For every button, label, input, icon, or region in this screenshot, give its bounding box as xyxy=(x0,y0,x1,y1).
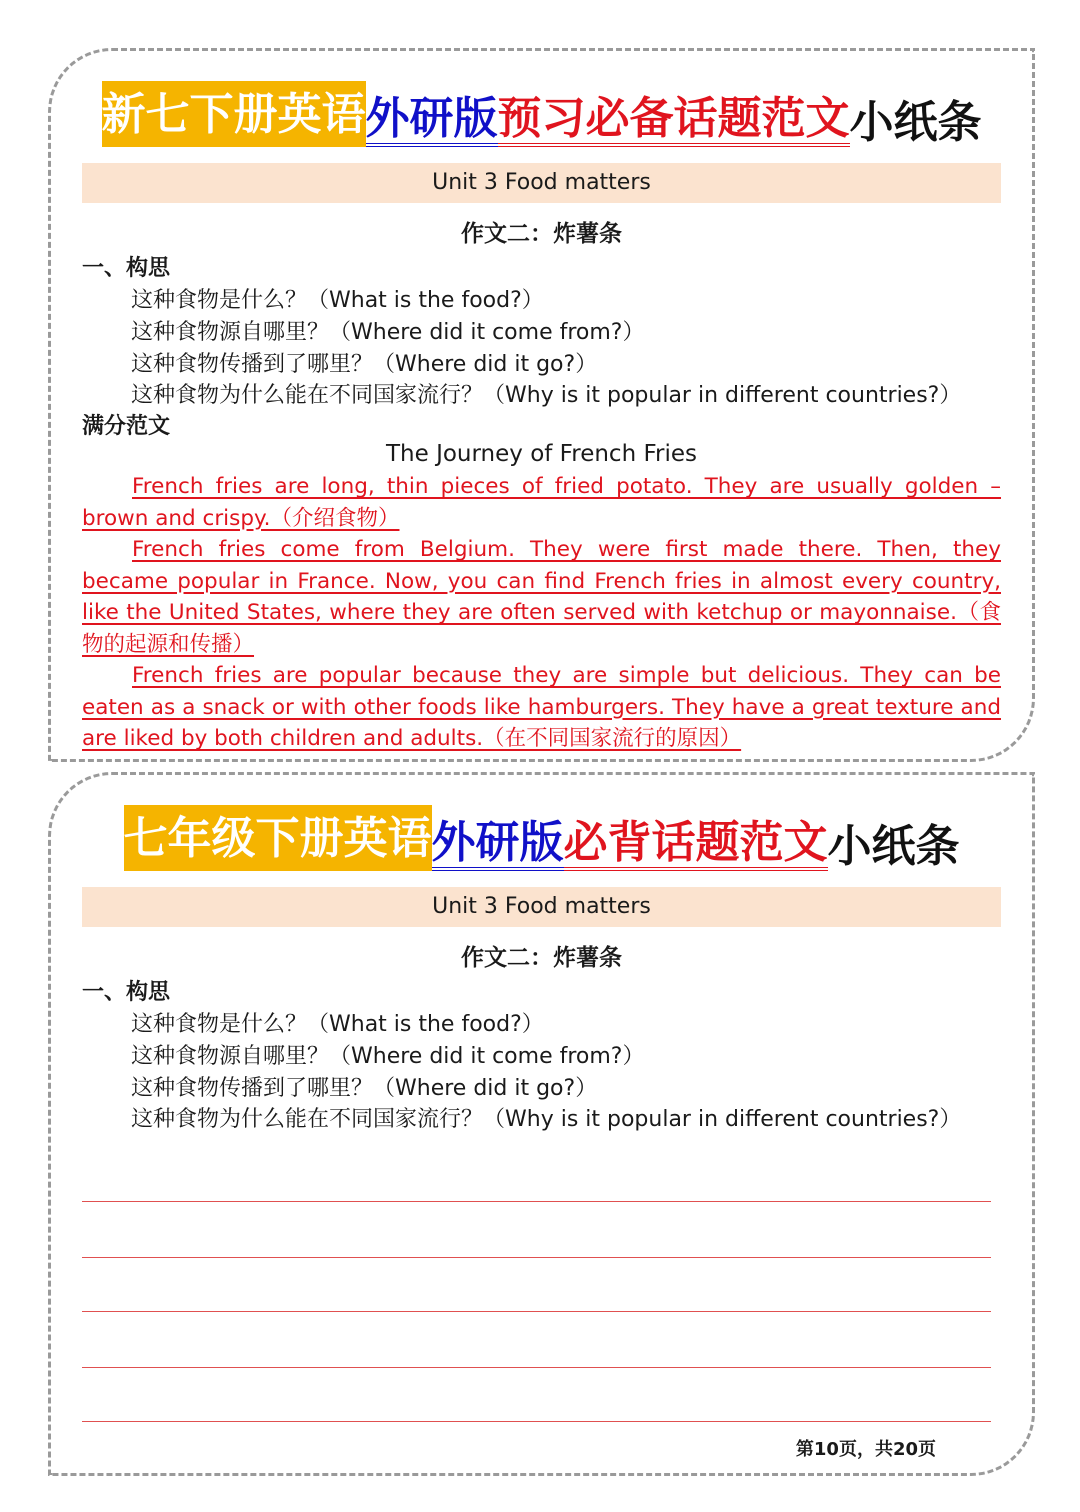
title-edition: 外研版 xyxy=(366,97,498,147)
card-title xyxy=(51,81,1032,147)
title-topic: 预习必备话题范文 xyxy=(498,97,850,147)
note-card-preview xyxy=(48,48,1035,762)
writing-line xyxy=(82,1311,991,1312)
model-essay xyxy=(82,471,1001,755)
essay-title: 作文二：炸薯条 xyxy=(461,221,622,247)
essay-paragraph: French fries come from Belgium. They were first made there. Then, they became popular in France. Now, you can find French fries in almost every country, like the United States, where they are often served with ketchup or mayonnaise.（食物的起源和传播） xyxy=(82,537,1001,657)
writing-line xyxy=(82,1421,991,1422)
essay-title: 作文二：炸薯条 xyxy=(461,945,622,971)
outline-question: 这种食物源自哪里？（Where did it come from?） xyxy=(131,1044,645,1069)
writing-line xyxy=(82,1201,991,1202)
model-essay-title: The Journey of French Fries xyxy=(385,441,697,467)
card-title xyxy=(51,805,1032,871)
outline-question: 这种食物源自哪里？（Where did it come from?） xyxy=(131,320,645,345)
title-suffix: 小纸条 xyxy=(827,821,960,872)
outline-question: 这种食物为什么能在不同国家流行？（Why is it popular in different countries?） xyxy=(131,1107,962,1132)
outline-question: 这种食物传播到了哪里？（Where did it go?） xyxy=(131,352,598,377)
writing-line xyxy=(82,1257,991,1258)
title-suffix: 小纸条 xyxy=(849,97,982,148)
note-card-practice xyxy=(48,772,1035,1476)
section-heading-outline: 一、构思 xyxy=(82,256,171,281)
section-heading-model: 满分范文 xyxy=(82,414,171,439)
title-highlight: 新七下册英语 xyxy=(102,81,366,147)
outline-question: 这种食物是什么？（What is the food?） xyxy=(131,288,544,313)
title-highlight: 七年级下册英语 xyxy=(124,805,432,871)
unit-banner: Unit 3 Food matters xyxy=(82,887,1001,927)
section-heading-outline: 一、构思 xyxy=(82,980,171,1005)
writing-line xyxy=(82,1367,991,1368)
title-edition: 外研版 xyxy=(432,821,564,871)
outline-question: 这种食物是什么？（What is the food?） xyxy=(131,1012,544,1037)
essay-paragraph: French fries are long, thin pieces of fried potato. They are usually golden – brown and crispy.（介绍食物） xyxy=(82,474,1001,531)
page-number: 第10页，共20页 xyxy=(795,1439,936,1460)
unit-banner: Unit 3 Food matters xyxy=(82,163,1001,203)
outline-question: 这种食物传播到了哪里？（Where did it go?） xyxy=(131,1076,598,1101)
essay-paragraph: French fries are popular because they are simple but delicious. They can be eaten as a snack or with other foods like hamburgers. They have a great texture and are liked by both children and adults.（在不同国家流行的原因） xyxy=(82,663,1001,751)
title-topic: 必背话题范文 xyxy=(564,821,828,871)
outline-question: 这种食物为什么能在不同国家流行？（Why is it popular in different countries?） xyxy=(131,383,962,408)
